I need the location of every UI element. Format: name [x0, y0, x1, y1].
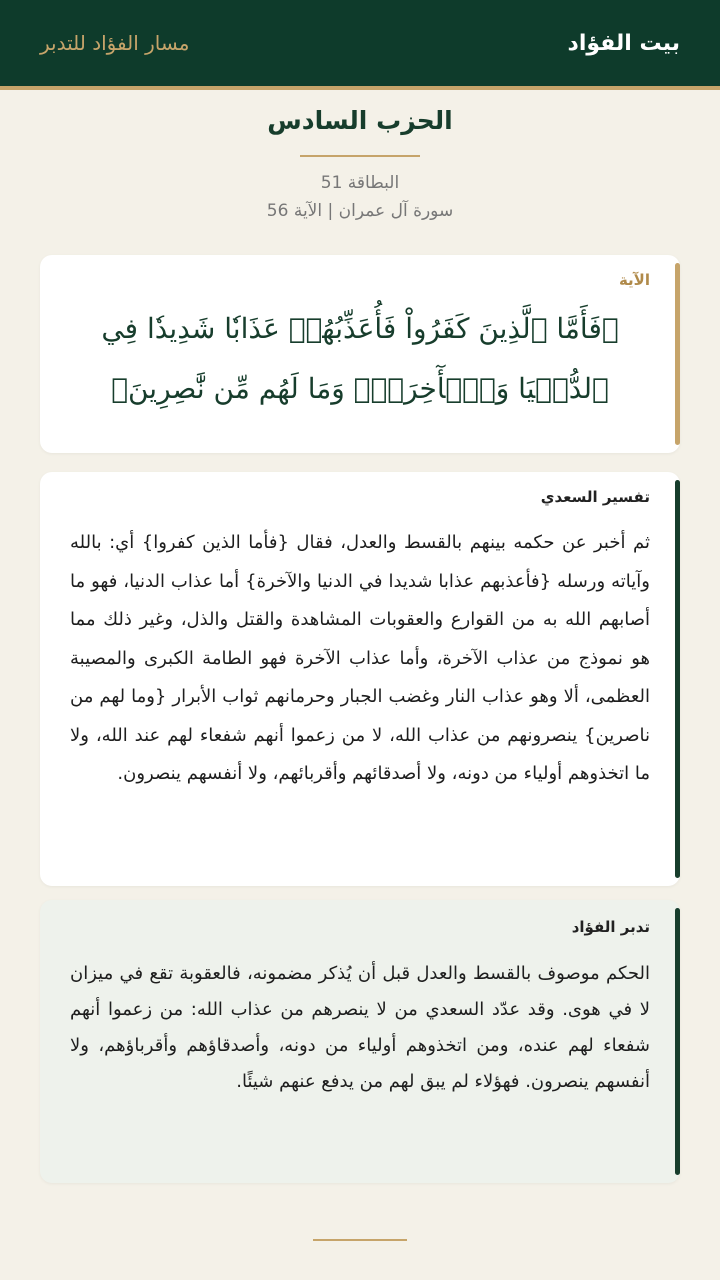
ayah-card-accent	[675, 263, 680, 445]
surah-reference: سورة آل عمران | الآية 56	[266, 201, 454, 221]
tafsir-card	[40, 472, 680, 886]
tadabbur-card-accent	[675, 908, 680, 1175]
tafsir-card-accent	[675, 480, 680, 878]
ayah-text: ﴿فَأَمَّا ٱلَّذِينَ كَفَرُواْ فَأُعَذِّبُهُمۡ عَذَابٗا شَدِيدٗا فِي ٱلدُّنۡيَا وَٱلۡأٓخِرَةِۖ وَمَا لَهُم مِّن نَّٰصِرِينَ﴾	[101, 312, 619, 405]
tafsir-text: ثم أخبر عن حكمه بينهم بالقسط والعدل، فقال {فأما الذين كفروا} أي: بالله وآياته ورسله {فأعذبهم عذابا شديدا في الدنيا والآخرة} أما عذاب الدنيا، فهو ما أصابهم الله به من القوارع والعقوبات المشاهدة والقتل والذل، وغير ذلك مما هو نموذج من عذاب الآخرة، وأما عذاب الآخرة فهو الطامة الكبرى والمصيبة العظمى، ألا وهو عذاب النار وغضب الجبار وحرمانهم ثواب الأبرار {وما لهم من ناصرين} ينصرونهم من عذاب الله، لا من زعموا أنهم شفعاء لهم عند الله، ولا ما اتخذوهم أولياء من دونه، ولا أصدقائهم وأقربائهم، ولا أنفسهم ينصرون.	[70, 532, 650, 784]
title-divider	[300, 155, 420, 157]
app-title: بيت الفؤاد	[567, 30, 680, 56]
app-subtitle: مسار الفؤاد للتدبر	[40, 31, 190, 55]
tafsir-label: تفسير السعدي	[540, 488, 650, 506]
card-number: البطاقة 51	[320, 173, 400, 193]
app-header	[0, 0, 720, 86]
bottom-divider	[313, 1239, 407, 1241]
ayah-card	[40, 255, 680, 453]
tadabbur-card	[40, 900, 680, 1183]
ayah-label: الآية	[618, 271, 650, 289]
tadabbur-text: الحكم موصوف بالقسط والعدل قبل أن يُذكر مضمونه، فالعقوبة تقع في ميزان لا في هوى. وقد عدّد السعدي من لا ينصرهم من عذاب الله: من زعموا أنهم شفعاء لهم عنده، ومن اتخذوهم أولياء من دونه، وأصدقاؤهم وأقرباؤهم، ولا أنفسهم ينصرون. فهؤلاء لم يبق لهم من يدفع عنهم شيئًا.	[70, 963, 650, 1092]
section-header	[0, 106, 720, 221]
page-title: الحزب السادس	[267, 106, 453, 135]
header-divider	[0, 86, 720, 90]
tadabbur-label: تدبر الفؤاد	[571, 918, 650, 936]
